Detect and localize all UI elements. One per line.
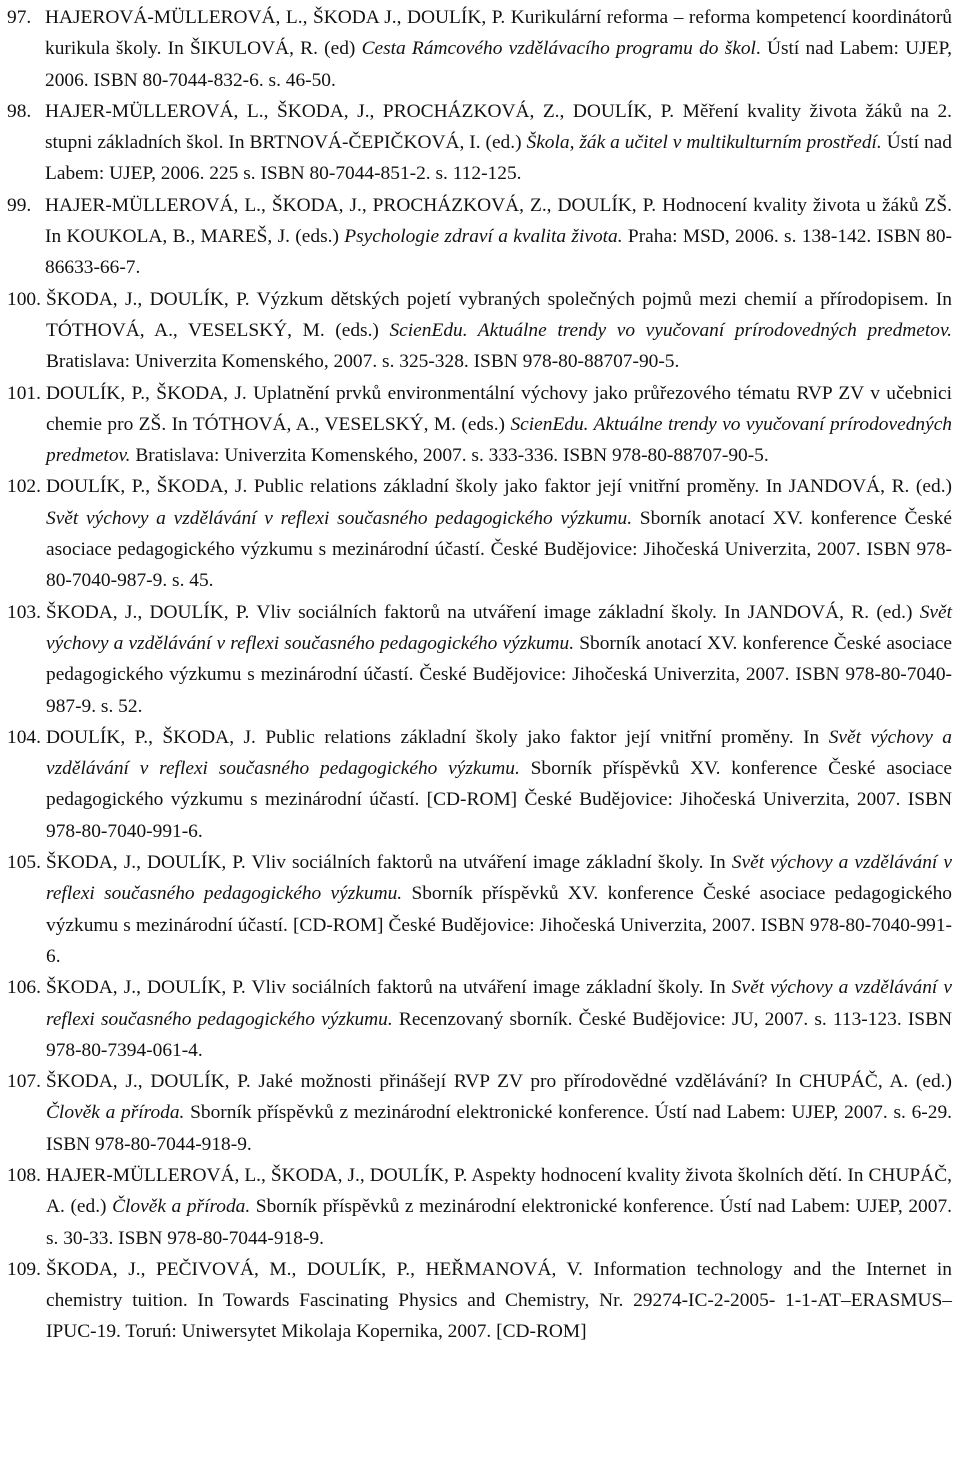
reference-entry xyxy=(7,284,952,378)
reference-title: Škola, žák a učitel v multikulturním prostředí. xyxy=(526,132,882,154)
reference-title: Svět výchovy a vzdělávání v reflexi současného pedagogického výzkumu. xyxy=(46,507,633,529)
reference-entry xyxy=(7,2,952,96)
reference-title: Cesta Rámcového vzdělávacího programu do škol xyxy=(361,38,756,60)
reference-text: ŠKODA, J., DOULÍK, P. Výzkum dětských pojetí vybraných společných pojmů mezi chemií a přírodopisem. In TÓTHOVÁ, A., VESELSKÝ, M. (eds.) xyxy=(46,288,952,341)
reference-entry xyxy=(7,96,952,190)
reference-text: Praha: MSD, 2006. s. 138-142. ISBN 80-86633-66-7. xyxy=(45,226,952,279)
reference-text: HAJER-MÜLLEROVÁ, L., ŠKODA, J., DOULÍK, P. Aspekty hodnocení kvality života školních dětí. In CHUPÁČ, A. (ed.) xyxy=(46,1164,952,1218)
reference-title: ScienEdu. Aktuálne trendy vo vyučovaní prírodovedných predmetov. xyxy=(389,319,952,341)
reference-number: 104. xyxy=(7,726,41,748)
reference-entry xyxy=(7,471,952,596)
reference-title: Svět výchovy a vzdělávání v reflexi současného pedagogického výzkumu. xyxy=(46,977,952,1030)
reference-text: DOULÍK, P., ŠKODA, J. Public relations základní školy jako faktor její vnitřní proměny. In xyxy=(46,726,829,748)
reference-text: HAJEROVÁ-MÜLLEROVÁ, L., ŠKODA J., DOULÍK, P. Kurikulární reforma – reforma kompetencí koordinátorů kurikula školy. In ŠIKULOVÁ, R. (ed) xyxy=(45,7,952,60)
reference-text: HAJER-MÜLLEROVÁ, L., ŠKODA, J., PROCHÁZKOVÁ, Z., DOULÍK, P. Hodnocení kvality života u žáků ZŠ. In KOUKOLA, B., MAREŠ, J. (eds.) xyxy=(45,194,952,248)
reference-entry xyxy=(7,190,952,284)
reference-entry xyxy=(7,847,952,972)
reference-number: 103. xyxy=(7,601,41,623)
reference-text: ŠKODA, J., PEČIVOVÁ, M., DOULÍK, P., HEŘMANOVÁ, V. Information technology and the Internet in chemistry tuition. In Towards Fascinating Physics and Chemistry, Nr. 29274-IC-2-2005- 1-1-AT–ERASMUS–IPUC-19. Toruń: Uniwersytet Mikolaja Kopernika, 2007. [CD-ROM] xyxy=(46,1258,952,1343)
reference-text: ŠKODA, J., DOULÍK, P. Jaké možnosti přinášejí RVP ZV pro přírodovědné vzdělávání? In CHUPÁČ, A. (ed.) xyxy=(46,1071,952,1093)
reference-text: ŠKODA, J., DOULÍK, P. Vliv sociálních faktorů na utváření image základní školy. In xyxy=(46,852,732,874)
reference-title: Člověk a příroda. xyxy=(112,1196,251,1218)
reference-text: Sborník příspěvků XV. konference České asociace pedagogického výzkumu s mezinárodní účastí. [CD-ROM] České Budějovice: Jihočeská Univerzita, 2007. ISBN 978-80-7040-991-6. xyxy=(46,758,952,842)
reference-number: 107. xyxy=(7,1071,41,1093)
reference-entry xyxy=(7,597,952,722)
reference-text: DOULÍK, P., ŠKODA, J. Uplatnění prvků environmentální výchovy jako průřezového tématu RVP ZV v učebnici chemie pro ZŠ. In TÓTHOVÁ, A., VESELSKÝ, M. (eds.) xyxy=(46,382,952,435)
reference-text: Sborník anotací XV. konference České asociace pedagogického výzkumu s mezinárodní účastí. České Budějovice: Jihočeská Univerzita, 2007. ISBN 978-80-7040-987-9. s. 45. xyxy=(46,507,952,592)
reference-entry xyxy=(7,1066,952,1160)
reference-number: 102. xyxy=(7,476,41,498)
reference-entry xyxy=(7,722,952,847)
reference-title: Psychologie zdraví a kvalita života. xyxy=(344,226,623,248)
reference-text: DOULÍK, P., ŠKODA, J. Public relations základní školy jako faktor její vnitřní proměny. In JANDOVÁ, R. (ed.) xyxy=(46,476,952,498)
reference-text: Bratislava: Univerzita Komenského, 2007. s. 325-328. ISBN 978-80-88707-90-5. xyxy=(46,351,680,373)
reference-text: Bratislava: Univerzita Komenského, 2007. s. 333-336. ISBN 978-80-88707-90-5. xyxy=(130,445,769,467)
reference-title: Svět výchovy a vzdělávání v reflexi současného pedagogického výzkumu. xyxy=(46,852,952,905)
reference-text: Sborník příspěvků z mezinárodní elektronické konference. Ústí nad Labem: UJEP, 2007. s. 30-33. ISBN 978-80-7044-918-9. xyxy=(46,1196,952,1249)
reference-text: Sborník anotací XV. konference České asociace pedagogického výzkumu s mezinárodní účastí. České Budějovice: Jihočeská Univerzita, 2007. ISBN 978-80-7040-987-9. s. 52. xyxy=(46,632,952,717)
reference-number: 99. xyxy=(7,194,32,216)
reference-title: Svět výchovy a vzdělávání v reflexi současného pedagogického výzkumu. xyxy=(46,601,952,654)
reference-number: 105. xyxy=(7,852,41,874)
reference-title: Svět výchovy a vzdělávání v reflexi současného pedagogického výzkumu. xyxy=(46,726,953,780)
reference-text: Ústí nad Labem: UJEP, 2006. 225 s. ISBN 80-7044-851-2. s. 112-125. xyxy=(45,132,952,185)
reference-title: Člověk a příroda. xyxy=(46,1102,185,1124)
reference-number: 98. xyxy=(7,100,32,122)
reference-entry xyxy=(7,1254,952,1348)
reference-entry xyxy=(7,1160,952,1254)
reference-number: 97. xyxy=(7,7,32,28)
reference-number: 108. xyxy=(7,1164,41,1186)
reference-title: ScienEdu. Aktuálne trendy vo vyučovaní prírodovedných predmetov. xyxy=(46,413,952,467)
reference-text: Sborník příspěvků XV. konference České asociace pedagogického výzkumu s mezinárodní účastí. [CD-ROM] České Budějovice: Jihočeská Univerzita, 2007. ISBN 978-80-7040-991-6. xyxy=(46,883,953,967)
reference-text: . Ústí nad Labem: UJEP, 2006. ISBN 80-7044-832-6. s. 46-50. xyxy=(45,38,952,91)
reference-text: HAJER-MÜLLEROVÁ, L., ŠKODA, J., PROCHÁZKOVÁ, Z., DOULÍK, P. Měření kvality života žáků na 2. stupni základních škol. In BRTNOVÁ-ČEPIČKOVÁ, I. (ed.) xyxy=(45,100,952,154)
reference-text: Recenzovaný sborník. České Budějovice: JU, 2007. s. 113-123. ISBN 978-80-7394-061-4. xyxy=(46,1008,953,1061)
reference-text: ŠKODA, J., DOULÍK, P. Vliv sociálních faktorů na utváření image základní školy. In JANDOVÁ, R. (ed.) xyxy=(46,601,920,623)
reference-number: 106. xyxy=(7,977,41,999)
reference-number: 109. xyxy=(7,1258,41,1280)
reference-number: 101. xyxy=(7,382,41,404)
reference-text: ŠKODA, J., DOULÍK, P. Vliv sociálních faktorů na utváření image základní školy. In xyxy=(46,977,732,999)
reference-number: 100. xyxy=(7,288,41,310)
reference-entry xyxy=(7,378,952,472)
reference-entry xyxy=(7,972,952,1066)
reference-text: Sborník příspěvků z mezinárodní elektronické konference. Ústí nad Labem: UJEP, 2007. s. 6-29. ISBN 978-80-7044-918-9. xyxy=(46,1102,952,1155)
